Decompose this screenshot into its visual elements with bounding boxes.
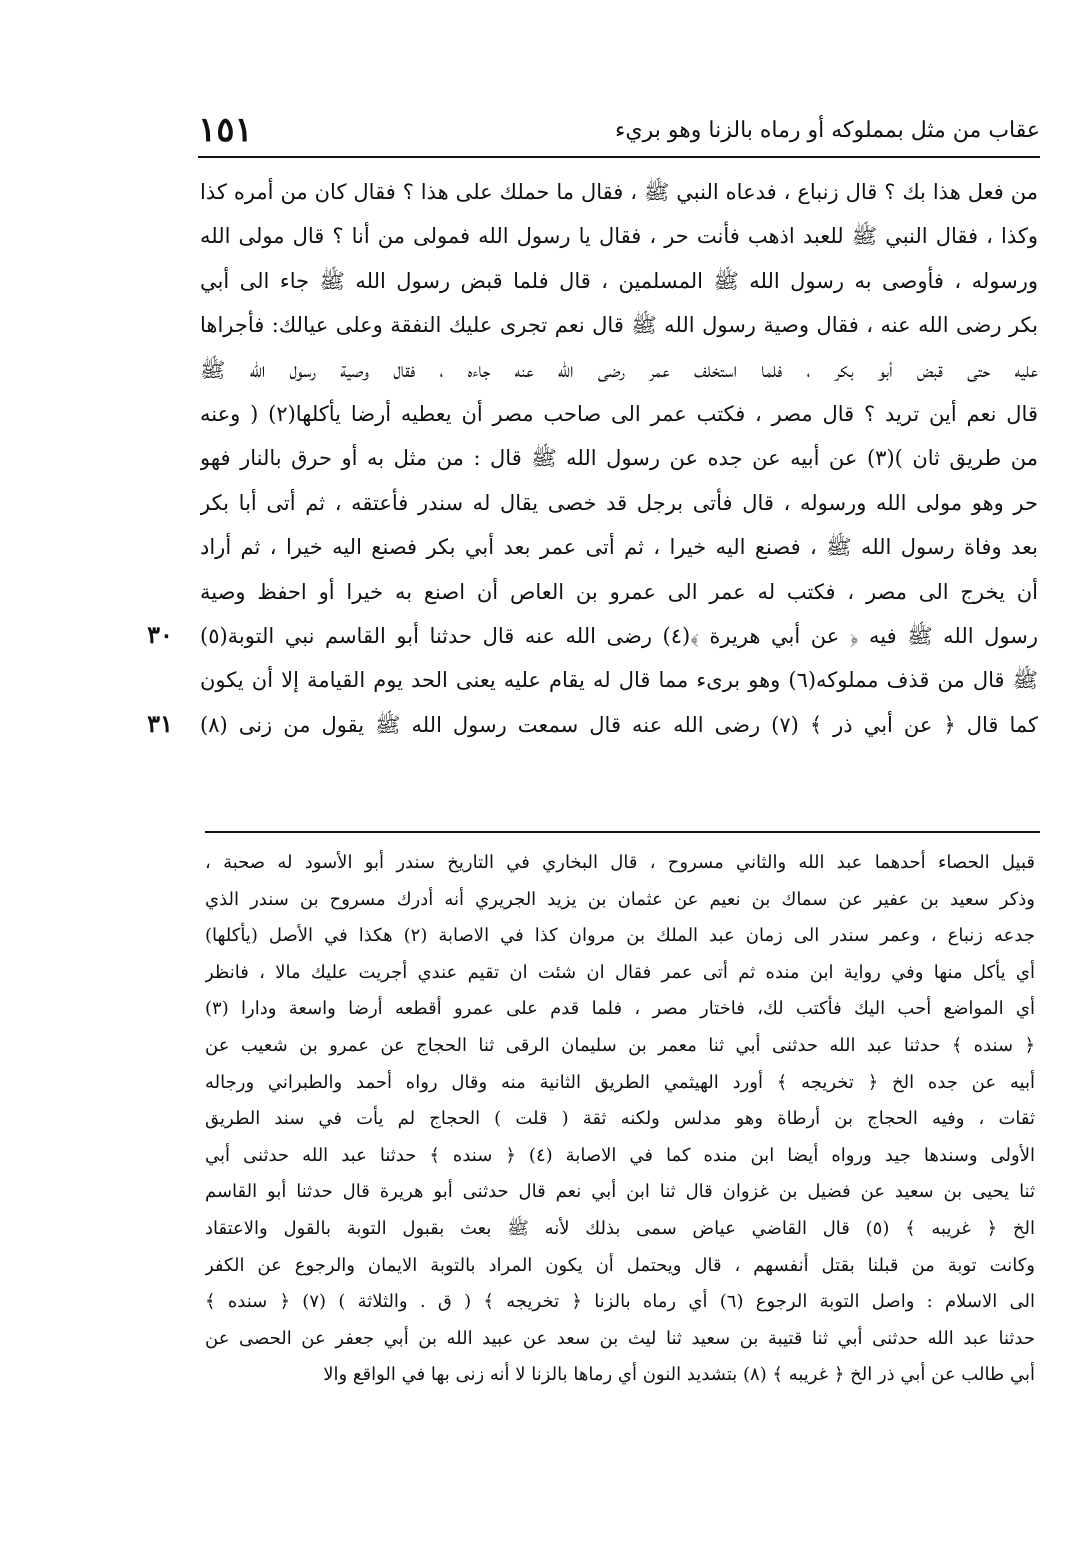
text-line: كما قال ﴿ عن أبي ذر ﴾ (٧) رضى الله عنه قال سمعت رسول الله ﷺ يقول من زنى (٨) [200, 712, 1038, 737]
text-line: بكر رضى الله عنه ، فقال وصية رسول الله ﷺ قال نعم تجرى عليك النفقة وعلى عيالك: فأجراها [200, 313, 1038, 338]
footnotes-block [205, 845, 1035, 1394]
text-line: أن يخرج الى مصر ، فكتب له عمر الى عمرو بن العاص أن اصنع به خيرا أو احفظ وصية [200, 579, 1038, 604]
text-line: من طريق ثان )(٣) عن أبيه عن جده عن رسول الله ﷺ قال : من مثل به أو حرق بالنار فهو [200, 446, 1038, 471]
footnote-rule [205, 831, 1040, 833]
text-line: قال نعم أين تريد ؟ قال مصر ، فكتب عمر الى صاحب مصر أن يعطيه أرضا يأكلها(٢) ( وعنه [200, 401, 1038, 426]
text-line: من فعل هذا بك ؟ قال زنباع ، فدعاه النبي ﷺ ، فقال ما حملك على هذا ؟ فقال كان من أمره كذا [200, 180, 1038, 204]
page-number: ١٥١ [198, 110, 253, 150]
text-line: وكذا ، فقال النبي ﷺ للعبد اذهب فأنت حر ، فقال يا رسول الله فمولى من أنا ؟ قال مولى الله [200, 224, 1038, 249]
text-line: حر وهو مولى الله ورسوله ، قال فأتى برجل قد خصى يقال له سندر فأعتقه ، ثم أتى أبا بكر [200, 490, 1038, 515]
footnote-line: جدعه زنباع ، وعمر سندر الى زمان عبد الملك بن مروان كذا في الاصابة (٢) هكذا في الأصل (يأكلها) [205, 925, 1035, 947]
text-line: رسول الله ﷺ فيه ﴿ عن أبي هريرة ﴾(٤) رضى الله عنه قال حدثنا أبو القاسم نبي التوبة(٥) [200, 623, 1038, 648]
footnote-line: أي يأكل منها وفي رواية ابن منده ثم أتى عمر فقال ان شئت ان تقيم عندي أجريت عليك مالا ، فانظر [205, 961, 1035, 983]
footnote-line: وذكر سعيد بن عفير عن سماك بن نعيم عن عثمان بن يزيد الجريري أنه أدرك مسروح بن سندر الذي [205, 888, 1035, 910]
footnote-line: ثنا يحيى بن سعيد عن فضيل بن غزوان قال ثنا ابن أبي نعم قال حدثنى أبو هريرة قال حدثنا أبو القاسم [205, 1181, 1035, 1203]
footnote-line: حدثنا عبد الله حدثنى أبي ثنا قتيبة بن سعيد ثنا ليث بن سعد عن عبيد الله بن أبي جعفر عن الحصى عن [205, 1327, 1035, 1349]
margin-number: ٣١ [147, 708, 173, 738]
footnote-line: قبيل الحصاء أحدهما عبد الله والثاني مسروح ، قال البخاري في التاريخ سندر أبو الأسود له صحبة ، [205, 852, 1035, 873]
footnote-line: أي المواضع أحب اليك فأكتب لك، فاختار مصر ، فلما قدم على عمرو أقطعه أرضا واسعة ودارا (٣) [205, 998, 1035, 1020]
text-line: ﷺ قال من قذف مملوكه(٦) وهو برىء مما قال له يقام عليه يعنى الحد يوم القيامة إلا أن يكون [200, 668, 1038, 693]
footnote-line: الى الاسلام : واصل التوبة الرجوع (٦) أي رماه بالزنا ﴿ تخريجه ﴾ ( ق . والثلاثة ) (٧) ﴿ سنده ﴾ [205, 1291, 1035, 1313]
page-header [198, 110, 1040, 156]
footnote-line: ثقات ، وفيه الحجاج بن أرطاة وهو مدلس ولكنه ثقة ( قلت ) الحجاج لم يأت في سند الطريق [205, 1108, 1035, 1130]
footnote-line: ﴿ سنده ﴾ حدثنا عبد الله حدثنى أبي ثنا معمر بن سليمان الرقى ثنا الحجاج عن عمرو بن شعيب عن [205, 1034, 1035, 1056]
header-rule [198, 156, 1040, 158]
footnote-line: أبي طالب عن أبي ذر الخ ﴿ غريبه ﴾ (٨) بتشديد النون أي رماها بالزنا لا أنه زنى بها في الواقع والا [323, 1364, 1035, 1386]
footnote-line: وكانت توبة من قبلنا بقتل أنفسهم ، قال ويحتمل أن يكون المراد بالتوبة الايمان والرجوع عن الكفر [205, 1254, 1035, 1276]
text-line: بعد وفاة رسول الله ﷺ ، فصنع اليه خيرا ، ثم أتى عمر بعد أبي بكر فصنع اليه خيرا ، ثم أراد [200, 535, 1038, 560]
footnote-line: الخ ﴿ غريبه ﴾ (٥) قال القاضي عياض سمى بذلك لأنه ﷺ بعث بقبول التوبة بالقول والاعتقاد [205, 1217, 1035, 1239]
main-text-block [200, 170, 1038, 747]
margin-number: ٣٠ [147, 620, 173, 649]
text-line: عليه حتى قبض أبو بكر ، فلما استخلف عمر رضى الله عنه جاءه ، فقال وصية رسول الله ﷺ [200, 357, 1038, 382]
footnote-line: الأولى وسندها جيد ورواه أيضا ابن منده كما في الاصابة (٤) ﴿ سنده ﴾ حدثنا عبد الله حدثنى أبي [205, 1144, 1035, 1166]
running-title: عقاب من مثل بمملوكه أو رماه بالزنا وهو بريء [615, 118, 1040, 143]
footnote-line: أبيه عن جده الخ ﴿ تخريجه ﴾ أورد الهيثمي الطريق الثانية منه وقال رواه أحمد والطبراني ورجاله [205, 1071, 1035, 1093]
text-line: ورسوله ، فأوصى به رسول الله ﷺ المسلمين ، قال فلما قبض رسول الله ﷺ جاء الى أبي [200, 268, 1038, 293]
